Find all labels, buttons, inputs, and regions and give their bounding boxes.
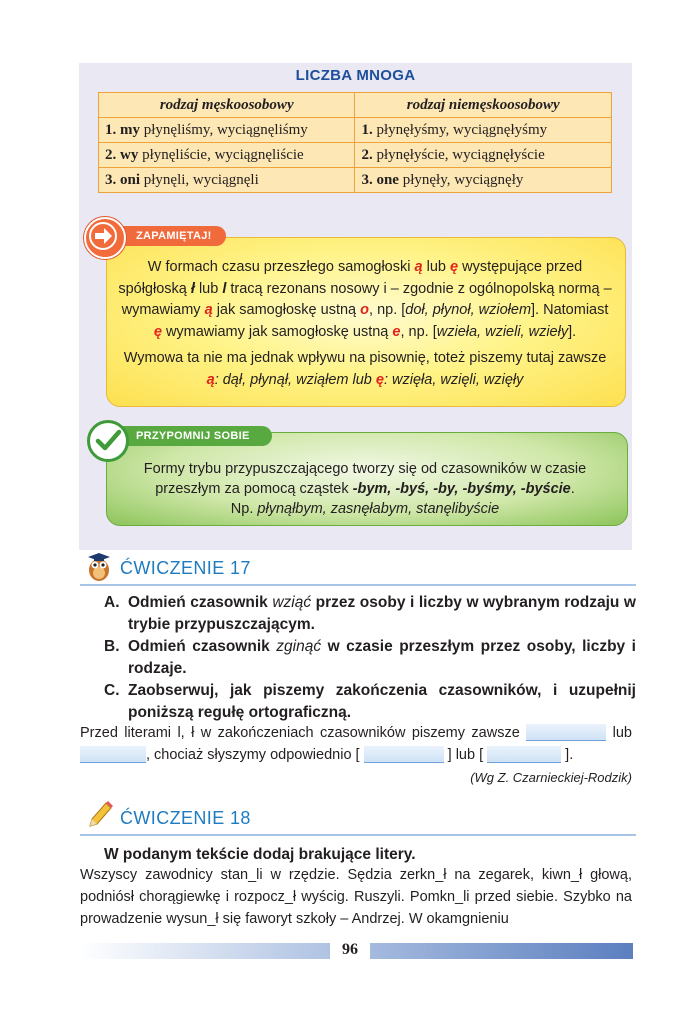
table-row: 1. my płynęliśmy, wyciągnęliśmy 1. płynęłyśmy, wyciągnęłyśmy [99,118,612,143]
ortho-rule: Przed literami l, ł w zakończeniach czasowników piszemy zawsze lub , chociaż słyszymy odpowiednio [ ] lub [ ]. [80,725,632,763]
checkmark-icon [87,420,129,462]
owl-icon [82,548,116,582]
exercise-18-instruction: W podanym tekście dodaj brakujące litery. [104,846,416,863]
exercise-18-text: Wszyscy zawodnicy stan_li w rzędzie. Sędzia zerkn_ł na zegarek, kiwn_ł głową, podniósł chorągiewkę i rozpocz_ł wyścig. Ruszyli. Pomkn_li przed siebie. Szybko na prowadzenie wysun_ł się faworyt szkoły – Andrzej. W okamgnieniu [80,867,632,927]
recall-text: Formy trybu przypuszczającego tworzy się od czasowników w czasie przeszłym za pomocą cząstek -bym, -byś, -by, -byśmy, -byście. Np. płynąłbym, zasnęłabym, stanęlibyście [143,461,587,517]
remember-text: W formach czasu przeszłego samogłoski ą lub ę występujące przed spółgłoską ł lub l tracą rezonans nosowy i – zgodnie z ogólnopolską normą – wymawiamy ą jak samogłoskę ustną o, np. [doł, płynoł, wziołem]. Natomiast ę wymawiamy jak samogłoskę ustną e, np. [wzieła, wzieli, wzieły]. Wymowa ta nie ma jednak wpływu na pisownię, toteż piszemy tutaj zawsze ą: dął, płynął, wziąłem lub ę: wzięła, wzięli, wzięły [118,259,612,388]
table-row: 2. wy płynęliście, wyciągnęliście 2. płynęłyście, wyciągnęłyście [99,143,612,168]
table-row: 3. oni płynęli, wyciągnęli 3. one płynęły, wyciągnęły [99,168,612,193]
exercise-17-tasks [104,592,636,724]
blank-field[interactable] [526,724,606,741]
list-item: A. Odmień czasownik wziąć przez osoby i liczby w wybranym rodzaju w trybie przypuszczającym. [104,594,636,633]
list-item: C. Zaobserwuj, jak piszemy zakończenia czasowników, i uzupełnij poniższą regułę ortograficzną. [104,682,636,721]
pencil-icon [82,798,116,832]
page-number: 96 [330,939,370,961]
exercise-17-title: ĆWICZENIE 17 [120,558,251,578]
table-header: rodzaj niemęskoosobowy [355,93,612,118]
blank-field[interactable] [80,746,146,763]
exercise-18-title: ĆWICZENIE 18 [120,808,251,828]
blank-field[interactable] [364,746,444,763]
list-item: B. Odmień czasownik zginąć w czasie przeszłym przez osoby, liczby i rodzaje. [104,638,636,677]
exercise-18-header [80,806,636,836]
source-citation: (Wg Z. Czarnieckiej-Rodzik) [470,770,632,785]
exercise-17-header [80,556,636,586]
blank-field[interactable] [487,746,561,763]
table-header: rodzaj męskoosobowy [99,93,355,118]
panel-title: LICZBA MNOGA [295,67,416,84]
arrow-right-icon [84,217,126,259]
plural-table [98,92,612,193]
remember-tag: ZAPAMIĘTAJ! [112,226,226,246]
recall-tag: PRZYPOMNIJ SOBIE [112,426,272,446]
